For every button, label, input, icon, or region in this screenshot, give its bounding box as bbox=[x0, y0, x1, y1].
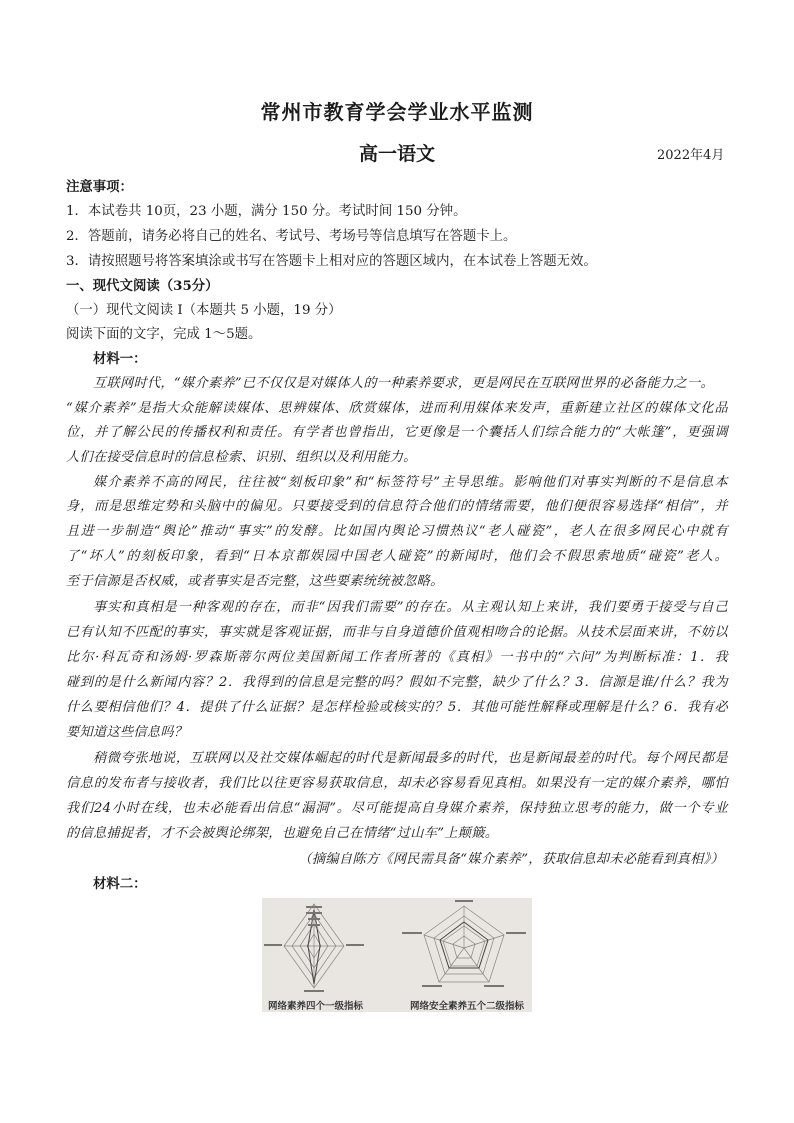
exam-date: 2022年4月 bbox=[657, 148, 725, 163]
material2-label: 材料二： bbox=[93, 876, 147, 892]
material1-line: 的信息捕捉者，才不会被舆论绑架，也避免自己在情绪“过山车”上颠簸。 bbox=[66, 826, 499, 841]
radar-charts-graphic bbox=[262, 898, 532, 1012]
material1-line: 位，并了解公民的传播权利和责任。有学者也曾指出，它更像是一个囊括人们综合能力的“大帐篷”，更强调 bbox=[66, 425, 728, 440]
material1-line: 媒介素养不高的网民，往往被“刻板印象”和“标签符号”主导思维。影响他们对事实判断的不是信息本 bbox=[93, 475, 728, 490]
notice-item-1: 1．本试卷共 10页，23 小题，满分 150 分。考试时间 150 分钟。 bbox=[66, 204, 467, 219]
material1-line: 且进一步制造“舆论”推动“事实”的发酵。比如国内舆论习惯热议“老人碰瓷”，老人在很多网民心中就有 bbox=[66, 524, 728, 539]
material1-line: 身，而是思维定势和头脑中的偏见。只要接受到的信息符合他们的情绪需要，他们便很容易选择“相信”，并 bbox=[66, 499, 728, 514]
material1-line: 信息的发布者与接收者，我们比以往更容易获取信息，却未必容易看见真相。如果没有一定的媒介素养，哪怕 bbox=[66, 776, 728, 791]
section-heading: 一、现代文阅读（35分） bbox=[66, 278, 219, 294]
right-radar bbox=[424, 906, 504, 982]
material1-line: 要知道这些信息吗？ bbox=[66, 725, 188, 740]
material1-line: 比尔·科瓦奇和汤姆·罗森斯蒂尔两位美国新闻工作者所著的《真相》一书中的“六问”为判断标准：1．我 bbox=[66, 650, 728, 665]
notice-item-2: 2．答题前，请务必将自己的姓名、考试号、考场号等信息填写在答题卡上。 bbox=[66, 229, 517, 244]
material1-source: （摘编自陈方《网民需具备“媒介素养”，获取信息却未必能看到真相》） bbox=[298, 852, 724, 867]
material1-line: 事实和真相是一种客观的存在，而非“因我们需要”的存在。从主观认知上来讲，我们要勇于接受与自己 bbox=[93, 600, 728, 615]
material1-line: 稍微夸张地说，互联网以及社交媒体崛起的时代是新闻最多的时代，也是新闻最差的时代。每个网民都是 bbox=[93, 751, 728, 766]
exam-subject: 高一语文 bbox=[358, 143, 435, 165]
material1-line: “媒介素养”是指大众能解读媒体、思辨媒体、欣赏媒体，进而利用媒体来发声，重新建立社区的媒体文化品 bbox=[66, 401, 728, 416]
section-instruction: 阅读下面的文字，完成 1～5题。 bbox=[66, 327, 262, 342]
material1-line: 至于信源是否权威，或者事实是否完整，这些要素统统被忽略。 bbox=[66, 574, 444, 589]
material1-line: 了“坏人”的刻板印象，看到“日本京都娱园中国老人碰瓷”的新闻时，他们会不假思索地质“碰瓷”老人。 bbox=[66, 549, 728, 564]
material1-label: 材料一： bbox=[93, 351, 147, 367]
right-chart-caption: 网络安全素养五个二级指标 bbox=[410, 1001, 525, 1012]
left-radar bbox=[284, 904, 344, 988]
material1-line: 我们24小时在线，也未必能看出信息“漏洞”。尽可能提高自身媒介素养，保持独立思考的能力，做一个专业 bbox=[66, 801, 728, 816]
section-subheading: （一）现代文阅读 I（本题共 5 小题，19 分） bbox=[66, 303, 342, 318]
material1-line: 什么要相信他们？4．提供了什么证据？是怎样检验或核实的？5．其他可能性解释或理解是什么？6．我有必 bbox=[66, 700, 728, 715]
material1-line: 已有认知不匹配的事实，事实就是客观证据，而非与自身道德价值观相吻合的论据。从技术层面来讲，不妨以 bbox=[66, 625, 728, 640]
material1-line: 人们在接受信息时的信息检索、识别、组织以及利用能力。 bbox=[66, 450, 417, 465]
exam-title: 常州市教育学会学业水平监测 bbox=[260, 100, 534, 124]
notice-item-3: 3．请按照题号将答案填涂或书写在答题卡上相对应的答题区域内，在本试卷上答题无效。 bbox=[66, 254, 597, 269]
material1-line: 碰到的是什么新闻内容？2．我得到的信息是完整的吗？假如不完整，缺少了什么？3．信源是谁/什么？我为 bbox=[66, 675, 728, 690]
left-chart-caption: 网络素养四个一级指标 bbox=[268, 1001, 364, 1012]
notice-heading: 注意事项： bbox=[66, 179, 133, 195]
material1-line: 互联网时代，“媒介素养”已不仅仅是对媒体人的一种素养要求，更是网民在互联网世界的必备能力之一。 bbox=[93, 376, 715, 391]
radar-charts-figure bbox=[262, 898, 532, 1012]
